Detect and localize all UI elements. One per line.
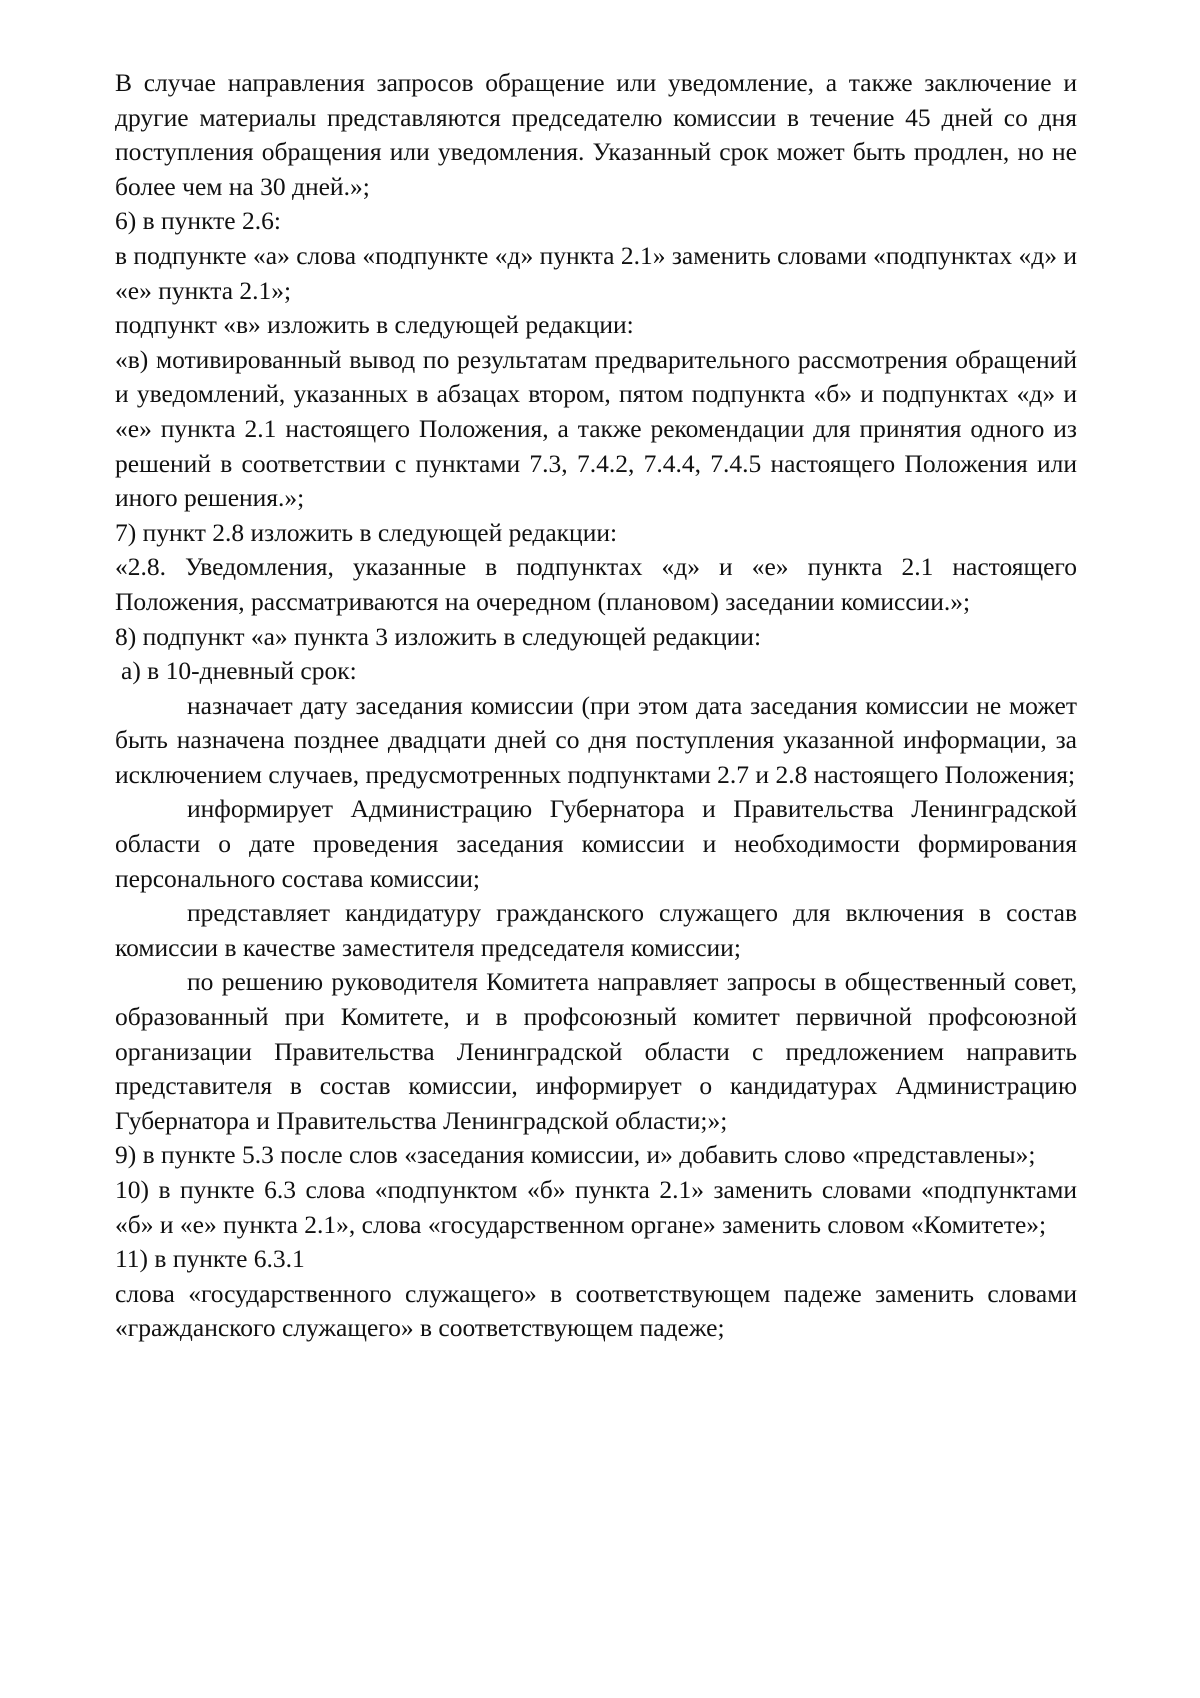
paragraph-item-8-candidate: представляет кандидатуру гражданского служащего для включения в состав комиссии в качестве заместителя председателя комиссии; [115,898,1077,962]
paragraph-item-7-text: «2.8. Уведомления, указанные в подпунктах «д» и «е» пункта 2.1 настоящего Положения, рассматриваются на очередном (плановом) заседании комиссии.»; [115,552,1077,616]
paragraph-item-8: 8) подпункт «а» пункта 3 изложить в следующей редакции: [115,621,762,651]
paragraph-item-6-subpoint-a: в подпункте «а» слова «подпункте «д» пункта 2.1» заменить словами «подпунктах «д» и «е» пункта 2.1»; [115,240,1077,305]
paragraph-item-10: 10) в пункте 6.3 слова «подпунктом «б» пункта 2.1» заменить словами «подпунктами «б» и «е» пункта 2.1», слова «государственном органе» заменить словом «Комитете»; [115,1175,1077,1239]
document-page [115,66,1077,1346]
paragraph-item-6: 6) в пункте 2.6: [115,206,281,236]
paragraph-item-6-subpoint-v-header: подпункт «в» изложить в следующей редакции: [115,310,634,340]
paragraph-item-7: 7) пункт 2.8 изложить в следующей редакции: [115,517,618,547]
paragraph-item-6-subpoint-v-text: «в) мотивированный вывод по результатам предварительного рассмотрения обращений и уведомлений, указанных в абзацах втором, пятом подпункта «б» и подпунктах «д» и «е» пункта 2.1 настоящего Положения, а также рекомендации для принятия одного из решений в соответствии с пунктами 7.3, 7.4.2, 7.4.4, 7.4.5 настоящего Положения или иного решения.»; [115,344,1077,513]
paragraph-item-8-date: назначает дату заседания комиссии (при этом дата заседания комиссии не может быть назначена позднее двадцати дней со дня поступления указанной информации, за исключением случаев, предусмотренных подпунктами 2.7 и 2.8 настоящего Положения; [115,690,1077,789]
paragraph-item-8-requests: по решению руководителя Комитета направляет запросы в общественный совет, образованный при Комитете, и в профсоюзный комитет первичной профсоюзной организации Правительства Ленинградской области с предложением направить представителя в состав комиссии, информирует о кандидатурах Администрацию Губернатора и Правительства Ленинградской области;»; [115,967,1077,1135]
paragraph-item-9: 9) в пункте 5.3 после слов «заседания комиссии, и» добавить слово «представлены»; [115,1140,1036,1170]
paragraph-item-8-subpoint-a: а) в 10-дневный срок: [121,656,357,686]
paragraph-item-8-inform: информирует Администрацию Губернатора и Правительства Ленинградской области о дате проведения заседания комиссии и необходимости формирования персонального состава комиссии; [115,794,1077,893]
paragraph-item-11-text: слова «государственного служащего» в соответствующем падеже заменить словами «гражданского служащего» в соответствующем падеже; [115,1278,1077,1343]
paragraph-intro: В случае направления запросов обращение или уведомление, а также заключение и другие материалы представляются председателю комиссии в течение 45 дней со дня поступления обращения или уведомления. Указанный срок может быть продлен, но не более чем на 30 дней.»; [115,68,1077,201]
paragraph-item-11: 11) в пункте 6.3.1 [115,1244,305,1274]
